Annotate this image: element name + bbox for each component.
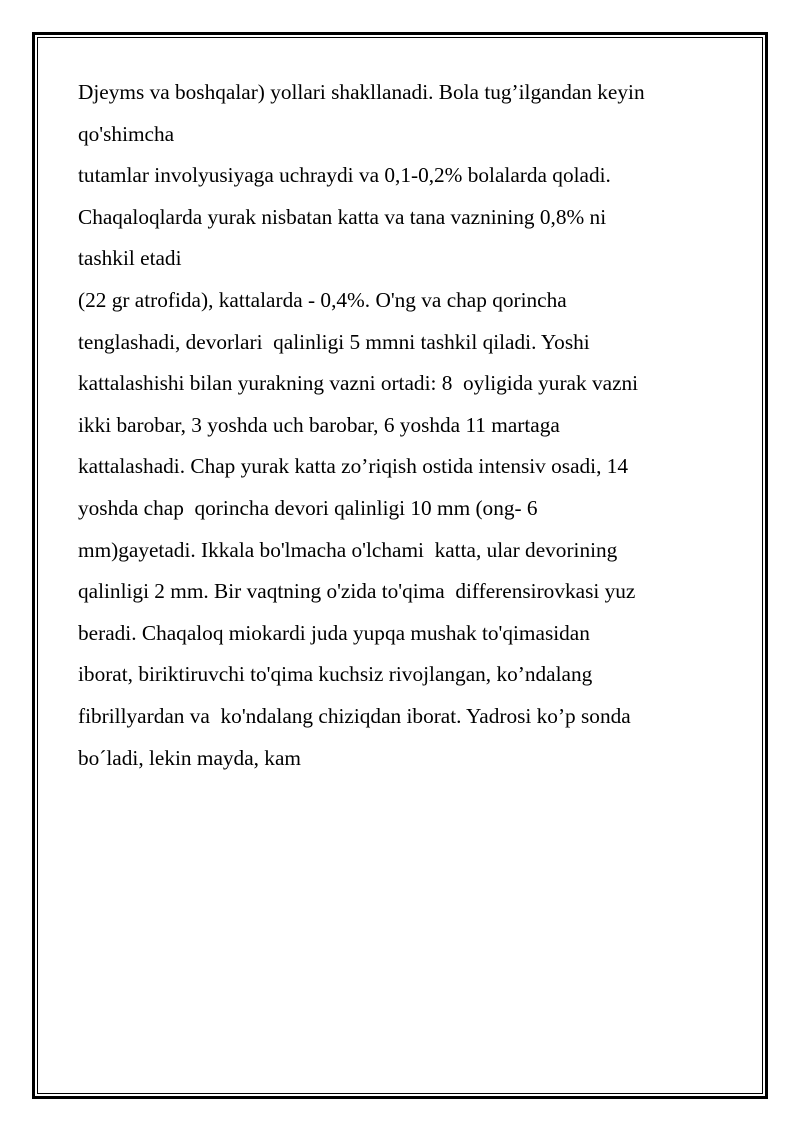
text-line: kattalashadi. Chap yurak katta zo’riqish ostida intensiv osadi, 14 (78, 454, 629, 479)
text-line: iborat, biriktiruvchi to'qima kuchsiz rivojlangan, ko’ndalang (78, 662, 593, 687)
text-line: ikki barobar, 3 yoshda uch barobar, 6 yoshda 11 martaga (78, 412, 560, 437)
text-line: Chaqaloqlarda yurak nisbatan katta va tana vaznining 0,8% ni (78, 204, 607, 229)
text-line: qo'shimcha (78, 121, 175, 146)
body-text (78, 72, 758, 779)
text-line: Djeyms va boshqalar) yollari shakllanadi. Bola tug’ilgandan keyin (78, 80, 645, 104)
text-line: beradi. Chaqaloq miokardi juda yupqa mushak to'qimasidan (78, 620, 590, 645)
text-line: fibrillyardan va ko'ndalang chiziqdan iborat. Yadrosi ko’p sonda (78, 703, 631, 728)
text-line: mm)gayetadi. Ikkala bo'lmacha o'lchami katta, ular devorining (78, 537, 618, 562)
text-line: qalinligi 2 mm. Bir vaqtning o'zida to'qima differensirovkasi yuz (78, 579, 636, 604)
text-line: tashkil etadi (78, 246, 182, 271)
text-line: (22 gr atrofida), kattalarda - 0,4%. O'ng va chap qorincha (78, 287, 567, 312)
text-line: yoshda chap qorincha devori qalinligi 10 mm (ong- 6 (78, 495, 538, 520)
text-line: tutamlar involyusiyaga uchraydi va 0,1-0,2% bolalarda qoladi. (78, 163, 611, 188)
text-line: kattalashishi bilan yurakning vazni ortadi: 8 oyligida yurak vazni (78, 371, 639, 396)
text-line: tenglashadi, devorlari qalinligi 5 mmni tashkil qiladi. Yoshi (78, 329, 590, 354)
text-line: bo´ladi, lekin mayda, kam (78, 745, 301, 770)
